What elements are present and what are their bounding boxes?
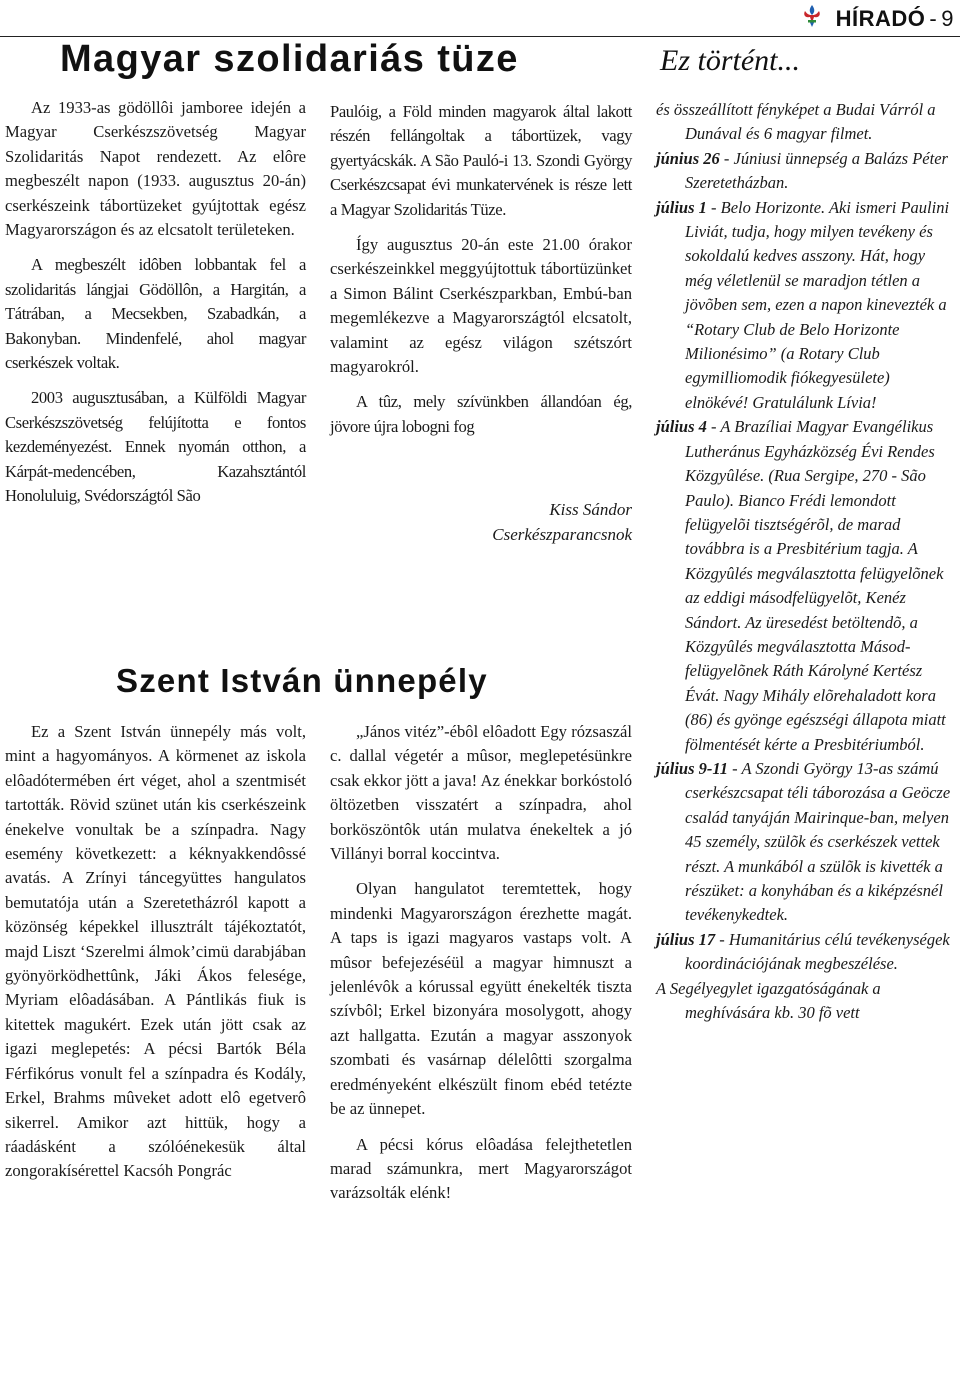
paragraph: Paulóig, a Föld minden magyarok által lakott részén fellángoltak a tábortüzek, vagy gyertyácskák. A São Pauló-i 13. Szondi György Cserkészcsapat évi munkatervének is része lett a Magyar Szolidaritás Tüze.	[330, 102, 632, 219]
event-date: július 17	[656, 929, 716, 949]
paragraph: A pécsi kórus elôadása felejthetetlen marad számunkra, mert Magyarországot varázsolták elénk!	[330, 1134, 632, 1203]
sidebar-title: Ez történt...	[660, 44, 800, 77]
article-title-solidarity: Magyar szolidariás tüze	[60, 38, 519, 80]
paragraph: „János vitéz”-ébôl elôadott Egy rózsaszál c. dallal végetér a mûsor, meglepetésünkre csak ekkor jött a java! Az énekkar borkóstoló öltözetben visszatért a színpadra, ahol borköszöntôk után mulatva énekeltek a jó Villányi borral koccintva.	[330, 722, 632, 864]
event-date: július 9-11	[656, 758, 728, 778]
event-entry	[656, 757, 954, 928]
fleur-de-lis-icon	[802, 4, 822, 28]
events-column	[656, 98, 954, 1025]
masthead-title: HÍRADÓ	[835, 6, 926, 31]
paragraph: 2003 augusztusában, a Külföldi Magyar Cserkészszövetség felújította e fontos kezdeményezést. Ennek nyomán otthon, a Kárpát-medencében, Kazahsztántól Honoluluig, Svédországtól São	[5, 388, 306, 506]
article2-column-1	[5, 720, 306, 1195]
event-date: július 1	[656, 197, 707, 217]
signature-role: Cserkészparancsnok	[492, 525, 632, 545]
article2-column-2	[330, 720, 632, 1217]
paragraph: Ez a Szent István ünnepély más volt, mint a hagyományos. A körmenet az iskola elôadótermében ért véget, ahol a szentmisét tartották. Rövid szünet után kis cserkészeink énekelve vonultak be a színpadra. Nagy esemény következett: a kéknyakkendôssé avatás. A Zrínyi táncegyüttes hangulatos bemutatója után a Szeretetházról kapott a közönség képekkel illusztrált tájékoztatót, majd Liszt ‘Szerelmi álmok’cimü darabjában gyönyörködhettûnk, Jáki Ákos felesége, Myriam elôadásában. A Pántlikás fiuk is kitettek magukért. Ezek után jött csak az igazi meglepetés: A pécsi Bartók Béla Férfikórus vonult fel a színpadra és Kodály, Erkel, Brahms mûveket adott elô egetverô sikerrel. Amikor azt hittük, hogy a ráadásként a szólóénekesük által zongorakísérettel Kacsóh Pongrác	[5, 722, 306, 1181]
event-entry	[656, 147, 954, 196]
event-text: - A Szondi György 13-as számú cserkészcsapat téli táborozása a Geöcze család tanyáján Mairinque-ban, melyen 45 személy, szülõk és cserkészek vettek részt. A munkából a szülõk is kivették a részüket: a konyhában és a kiképzésnél tevékenykedtek.	[685, 758, 951, 925]
event-entry	[656, 196, 954, 416]
paragraph: Az 1933-as gödöllôi jamboree idején a Magyar Cserkészszövetség Magyar Szolidaritás Napot rendezett. Az elôre megbeszélt napon (1933. augusztus 20-án) cserkészeink tábortüzeket gyújtottak egész Magyarországon és az elcsatolt területeken.	[5, 98, 306, 240]
signature-name: Kiss Sándor	[549, 500, 632, 520]
article1-column-1	[5, 96, 306, 520]
article-title-szent-istvan: Szent István ünnepély	[116, 662, 488, 699]
paragraph: A tûz, mely szívünkben állandóan ég, jövore újra lobogni fog	[330, 392, 632, 436]
paragraph: A megbeszélt idôben lobbantak fel a szolidaritás lángjai Gödöllôn, a Hargitán, a Tátrában, a Mecsekben, Szabadkán, a Bakonyban. Mindenfelé, ahol magyar cserkészek voltak.	[5, 255, 306, 373]
paragraph: Olyan hangulatot teremtettek, hogy mindenki Magyarországon érezhette magát. A taps is igazi magyaros vastaps volt. A mûsor befejezéséül a magyar himnuszt a jelenlévôk a kórussal együtt énekelték tiszta szívbôl; Erkel bizonyára mosolygott, ahogy azt hallgatta. Ezután a magyar asszonyok szombati és vasárnap délelôtti szorgalma eredményeként elkészült finom ebéd tetézte be az ünnepet.	[330, 879, 632, 1119]
event-date: június 26	[656, 148, 720, 168]
event-text: - Humanitárius célú tevékenységek koordinációjának megbeszélése.	[685, 929, 950, 974]
event-text: A Segélyegylet igazgatóságának a meghívására kb. 30 fõ vett	[656, 978, 881, 1023]
page-number: 9	[941, 6, 954, 31]
event-entry	[656, 977, 954, 1026]
event-entry	[656, 98, 954, 147]
article1-column-2	[330, 100, 632, 547]
event-entry	[656, 415, 954, 757]
event-text: - A Brazíliai Magyar Evangélikus Lutheránus Egyházközség Évi Rendes Közgyûlése. (Rua Sergipe, 270 - São Paulo). Bianco Frédi lemondott felügyelõi tisztségérõl, de marad továbbra is a Presbitérium tagja. A Közgyûlés megválasztotta felügyelõnek az eddigi másodfelügyelõt, Kenéz Sándort. Az üresedést betöltendõ, a Közgyûlés megválasztotta Másod-felügyelõnek Ráth Károlyné Kertész Évát. Nagy Mihály elõrehaladott kora (86) és gyönge egészségi állapota miatt fölmentését kérte a Presbitériumból.	[685, 417, 946, 754]
signature	[330, 497, 632, 547]
paragraph: Így augusztus 20-án este 21.00 órakor cserkészeinkkel meggyújtottuk tábortüzünket a Simon Bálint Cserkészparkban, Embú-ban megemlékezve a Magyarországtól elcsatolt, valamint az egész világon szétszórt magyarokról.	[330, 235, 632, 377]
event-text: - Júniusi ünnepség a Balázs Péter Szeretetházban.	[685, 148, 948, 193]
event-date: július 4	[656, 417, 707, 437]
header-rule	[0, 36, 960, 37]
event-text: - Belo Horizonte. Aki ismeri Paulini Liviát, tudja, hogy milyen tevékeny és sokoldalú kedves asszony. Hát, hogy még véletlenül se maradjon tétlen a jövõben sem, ezen a napon kinevezték a “Rotary Club de Belo Horizonte Milionésimo” (a Rotary Club egymilliomodik fiókegyesülete) elnökévé! Gratulálunk Lívia!	[685, 197, 950, 412]
event-entry	[656, 928, 954, 977]
event-text: és összeállított fényképet a Budai Várról a Dunával és 6 magyar filmet.	[656, 100, 936, 144]
masthead: HÍRADÓ - 9	[835, 6, 954, 31]
